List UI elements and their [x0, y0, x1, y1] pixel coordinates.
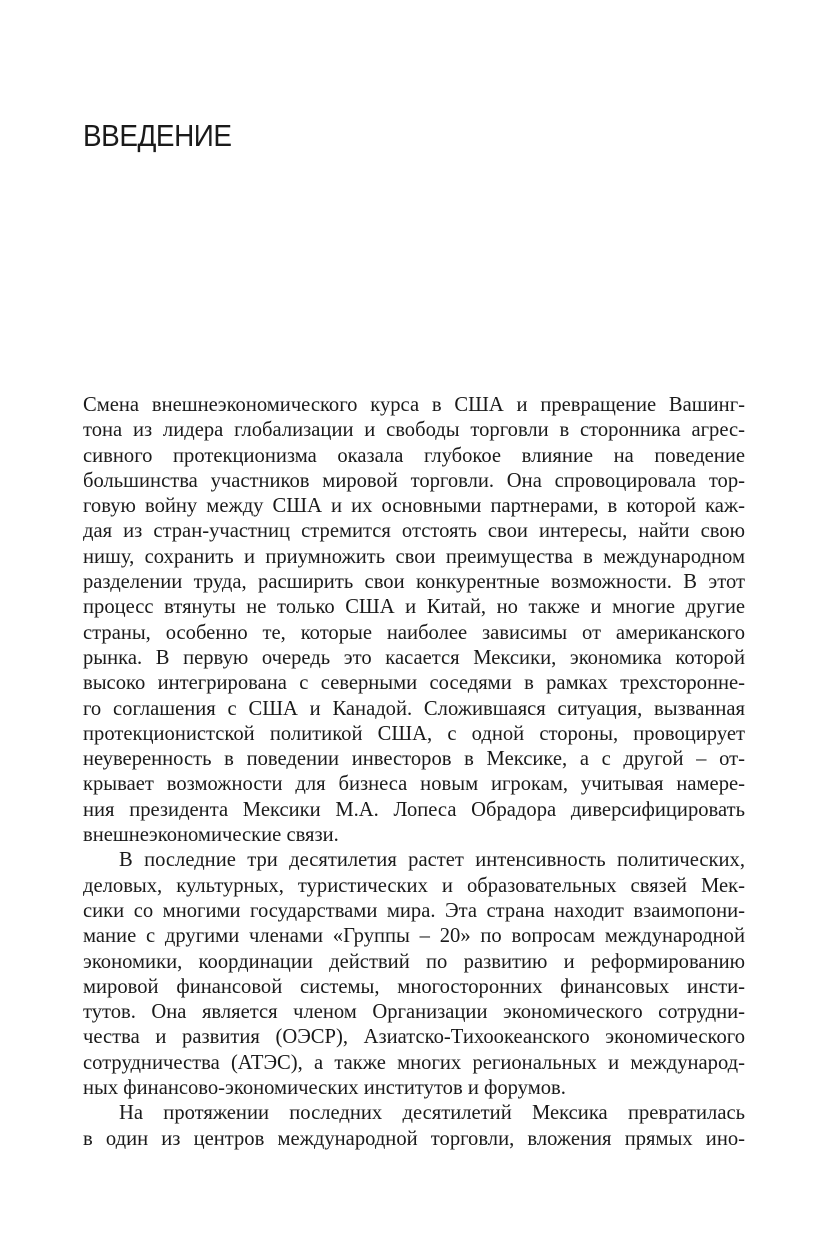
text-line: ния президента Мексики М.А. Лопеса Обрадора диверсифицировать: [83, 798, 745, 821]
text-line: мировой финансовой системы, многосторонних финансовых инсти-: [83, 975, 745, 998]
chapter-heading: ВВЕДЕНИЕ: [83, 118, 232, 153]
text-line: чества и развития (ОЭСР), Азиатско-Тихоокеанского экономического: [83, 1026, 745, 1049]
text-line: В последние три десятилетия растет интенсивность политических,: [119, 849, 745, 872]
text-line: страны, особенно те, которые наиболее зависимы от американского: [83, 621, 745, 644]
text-line: го соглашения с США и Канадой. Сложившаяся ситуация, вызванная: [83, 697, 745, 720]
text-line: На протяжении последних десятилетий Мексика превратилась: [119, 1102, 745, 1125]
text-line: экономики, координации действий по развитию и реформированию: [83, 950, 745, 973]
text-line: ных финансово-экономических институтов и форумов.: [83, 1077, 566, 1100]
text-line: сики со многими государствами мира. Эта страна находит взаимопони-: [83, 899, 745, 922]
text-line: внешнеэкономические связи.: [83, 824, 339, 847]
text-line: протекционистской политикой США, с одной стороны, провоцирует: [83, 722, 745, 745]
text-line: нишу, сохранить и приумножить свои преимущества в международном: [83, 545, 745, 568]
text-line: Смена внешнеэкономического курса в США и превращение Вашинг-: [83, 394, 745, 416]
text-line: деловых, культурных, туристических и образовательных связей Мек-: [83, 874, 745, 897]
text-line: неуверенность в поведении инвесторов в Мексике, а с другой – от-: [83, 748, 745, 771]
text-line: разделении труда, расширить свои конкурентные возможности. В этот: [83, 571, 745, 594]
text-line: в один из центров международной торговли, вложения прямых ино-: [83, 1127, 745, 1150]
text-line: говую войну между США и их основными партнерами, в которой каж-: [83, 495, 745, 518]
text-line: рынка. В первую очередь это касается Мексики, экономика которой: [83, 646, 745, 669]
text-line: тутов. Она является членом Организации экономического сотрудни-: [83, 1001, 745, 1024]
text-line: высоко интегрирована с северными соседями в рамках трехсторонне-: [83, 672, 745, 695]
text-line: процесс втянуты не только США и Китай, но также и многие другие: [83, 596, 745, 619]
text-line: крывает возможности для бизнеса новым игрокам, учитывая намере-: [83, 773, 745, 796]
text-line: сотрудничества (АТЭС), а также многих региональных и международ-: [83, 1051, 745, 1074]
text-line: сивного протекционизма оказала глубокое влияние на поведение: [83, 444, 745, 467]
text-line: мание с другими членами «Группы – 20» по вопросам международной: [83, 925, 745, 948]
text-line: дая из стран-участниц стремится отстоять свои интересы, найти свою: [83, 520, 745, 543]
body-text: [83, 393, 745, 1152]
text-line: тона из лидера глобализации и свободы торговли в сторонника агрес-: [83, 419, 745, 442]
text-line: большинства участников мировой торговли. Она спровоцировала тор-: [83, 469, 745, 492]
